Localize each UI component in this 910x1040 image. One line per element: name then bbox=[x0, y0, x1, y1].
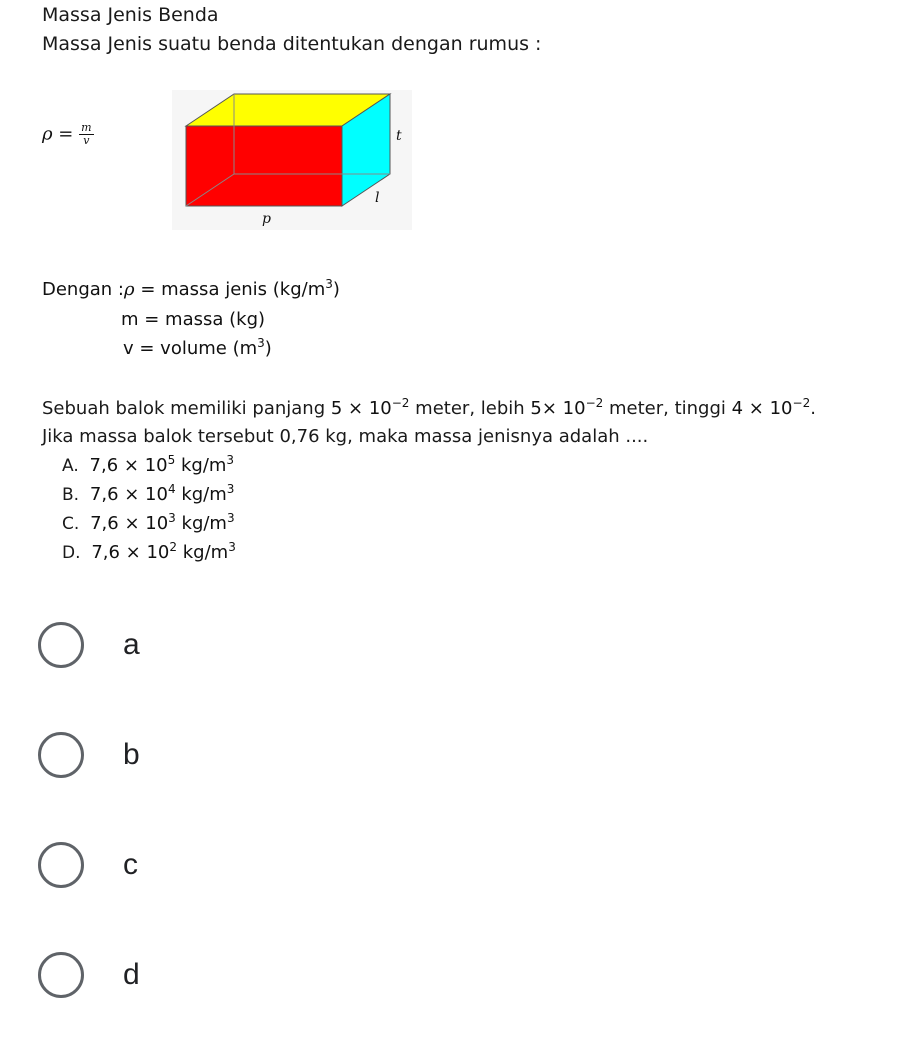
choice-unit: kg/m bbox=[177, 542, 229, 563]
choice-mantissa: 7,6 × 10 bbox=[89, 455, 168, 476]
q-length bbox=[331, 398, 410, 419]
choice-value bbox=[90, 513, 235, 534]
formula-denominator: v bbox=[83, 134, 90, 147]
q-width-exp: −2 bbox=[585, 396, 604, 410]
choice-c bbox=[62, 513, 235, 534]
choice-unit: kg/m bbox=[175, 455, 227, 476]
choice-mantissa: 7,6 × 10 bbox=[90, 513, 169, 534]
choice-unit: kg/m bbox=[175, 513, 227, 534]
q-height-value: 4 × 10 bbox=[731, 398, 793, 419]
rho-definition-close: ) bbox=[332, 279, 340, 300]
option-a[interactable] bbox=[38, 622, 140, 668]
choice-value bbox=[90, 455, 235, 476]
cuboid-figure bbox=[172, 90, 412, 230]
definitions-prefix: Dengan : bbox=[42, 279, 124, 300]
question-line-1 bbox=[42, 398, 816, 419]
choice-unit-exponent: 3 bbox=[226, 511, 235, 525]
q-text-b: meter, lebih bbox=[409, 398, 531, 419]
label-l: l bbox=[375, 190, 380, 206]
q-length-value: 5 × 10 bbox=[330, 398, 392, 419]
q-height bbox=[732, 398, 811, 419]
definition-m: m = massa (kg) bbox=[121, 309, 266, 330]
choice-d bbox=[62, 542, 236, 563]
option-label-b[interactable]: b bbox=[123, 738, 140, 771]
choice-letter: A. bbox=[62, 456, 79, 476]
choice-exponent: 2 bbox=[169, 540, 178, 554]
option-label-d[interactable]: d bbox=[123, 958, 140, 991]
choice-mantissa: 7,6 × 10 bbox=[91, 542, 170, 563]
choice-value bbox=[90, 484, 235, 505]
formula-lhs: ρ = bbox=[42, 123, 74, 145]
choice-unit-exponent: 3 bbox=[228, 540, 236, 554]
rho-symbol: ρ bbox=[124, 279, 135, 300]
choice-a bbox=[62, 455, 234, 476]
definition-v bbox=[123, 338, 272, 359]
v-definition: v = volume (m bbox=[123, 338, 258, 359]
question-line-2: Jika massa balok tersebut 0,76 kg, maka massa jenisnya adalah .... bbox=[42, 426, 649, 447]
option-label-a[interactable]: a bbox=[123, 628, 140, 661]
rho-unit-exponent: 3 bbox=[325, 277, 333, 291]
rho-definition: = massa jenis (kg/m bbox=[134, 279, 326, 300]
choice-letter: B. bbox=[62, 485, 80, 505]
q-length-exp: −2 bbox=[391, 396, 410, 410]
formula-fraction bbox=[79, 122, 93, 147]
label-p: p bbox=[262, 211, 271, 227]
q-text-c: meter, tinggi bbox=[603, 398, 732, 419]
radio-button-c[interactable] bbox=[38, 842, 84, 888]
question-subtitle: Massa Jenis suatu benda ditentukan dengan rumus : bbox=[42, 33, 542, 55]
label-t: t bbox=[396, 128, 402, 144]
radio-button-b[interactable] bbox=[38, 732, 84, 778]
definition-rho bbox=[42, 279, 340, 300]
density-formula bbox=[42, 122, 94, 147]
choice-exponent: 4 bbox=[167, 482, 176, 496]
option-c[interactable] bbox=[38, 842, 138, 888]
q-width-value: 5× 10 bbox=[530, 398, 586, 419]
q-text-d: . bbox=[810, 398, 816, 419]
choice-mantissa: 7,6 × 10 bbox=[89, 484, 168, 505]
option-d[interactable] bbox=[38, 952, 140, 998]
radio-button-d[interactable] bbox=[38, 952, 84, 998]
formula-numerator: m bbox=[81, 121, 92, 134]
choice-unit-exponent: 3 bbox=[226, 453, 235, 467]
choice-letter: D. bbox=[62, 543, 81, 563]
v-unit-exponent: 3 bbox=[257, 336, 265, 350]
q-text-a: Sebuah balok memiliki panjang bbox=[42, 398, 331, 419]
question-title: Massa Jenis Benda bbox=[42, 4, 219, 26]
choice-unit: kg/m bbox=[175, 484, 227, 505]
option-label-c[interactable]: c bbox=[123, 848, 138, 881]
q-width bbox=[530, 398, 603, 419]
choice-exponent: 5 bbox=[167, 453, 176, 467]
choice-letter: C. bbox=[62, 514, 80, 534]
cuboid-front-face bbox=[186, 126, 342, 206]
q-height-exp: −2 bbox=[792, 396, 811, 410]
choice-exponent: 3 bbox=[168, 511, 176, 525]
choice-b bbox=[62, 484, 234, 505]
radio-button-a[interactable] bbox=[38, 622, 84, 668]
option-b[interactable] bbox=[38, 732, 140, 778]
v-definition-close: ) bbox=[264, 338, 272, 359]
choice-unit-exponent: 3 bbox=[226, 482, 235, 496]
choice-value bbox=[91, 542, 236, 563]
